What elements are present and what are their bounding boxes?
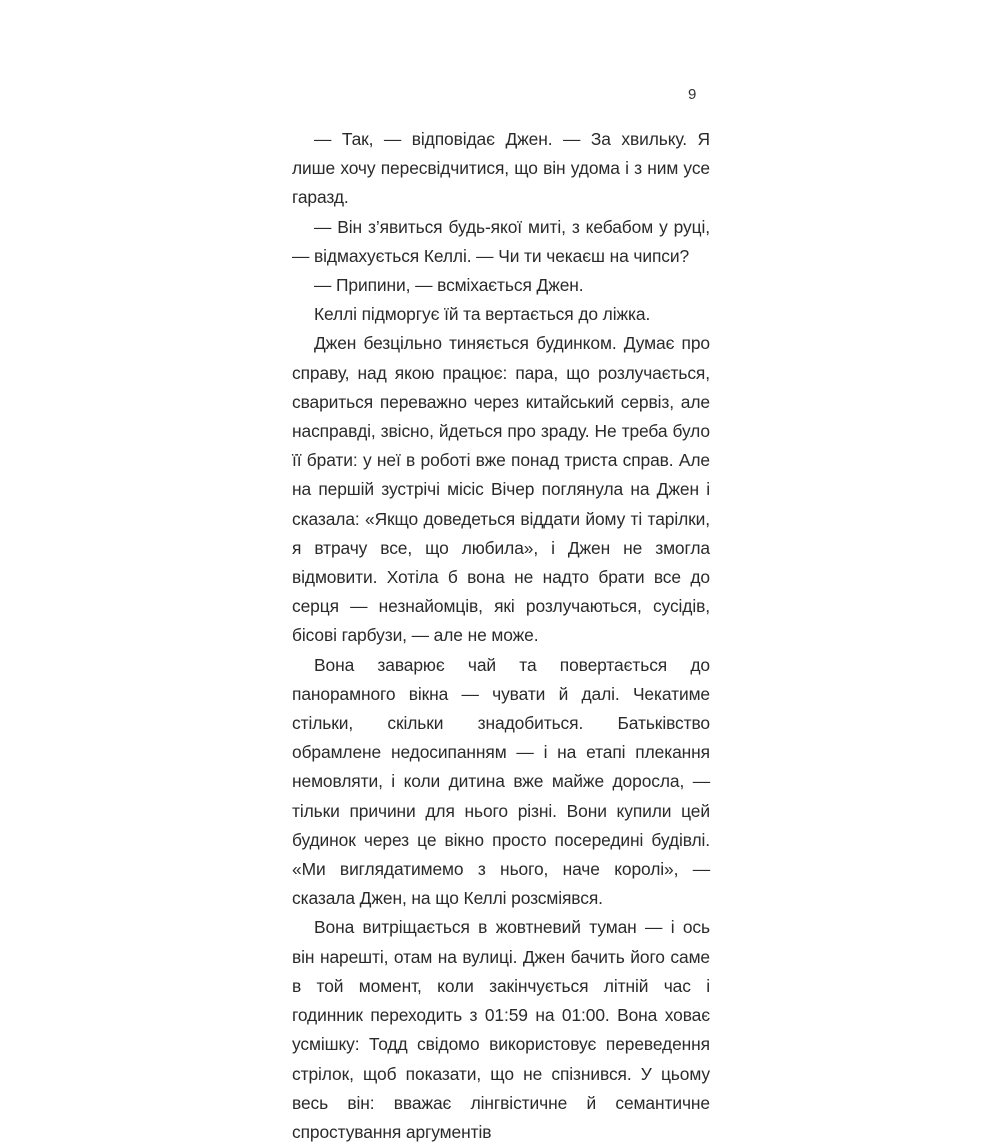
paragraph: Джен безцільно тиняється будинком. Думає про справу, над якою працює: пара, що розлучається, свариться переважно через китайський сервіз, але насправді, звісно, йдеться про зраду. Не треба було її брати: у неї в роботі вже понад триста справ. Але на першій зустрічі місіс Вічер поглянула на Джен і сказала: «Якщо доведеться віддати йому ті тарілки, я втрачу все, що любила», і Джен не змогла відмовити. Хотіла б вона не надто брати все до серця — незнайомців, які розлучаються, сусідів, бісові гарбузи, — але не може.: [292, 333, 710, 646]
body-text: [292, 125, 710, 1147]
paragraph: — Припини, — всміхається Джен.: [314, 275, 584, 296]
paragraph: — Він з’явиться будь-якої миті, з кебабом у руці, — відмахується Келлі. — Чи ти чекаєш на чипси?: [292, 216, 710, 266]
paragraph: Келлі підморгує їй та вертається до ліжка.: [314, 304, 651, 325]
paragraph: Вона витріщається в жовтневий туман — і ось він нарешті, отам на вулиці. Джен бачить його саме в той момент, коли закінчується літній час і годинник переходить з 01:59 на 01:00. Вона ховає усмішку: Тодд свідомо використовує переведення стрілок, щоб показати, що не спізнився. У цьому весь він: вважає лінгвістичне й семантичне спростування аргументів: [292, 917, 710, 1142]
paragraph: Вона заварює чай та повертається до панорамного вікна — чувати й далі. Чекатиме стільки, скільки знадобиться. Батьківство обрамлене недосипанням — і на етапі плекання немовляти, і коли дитина вже майже доросла, — тільки причини для нього різні. Вони купили цей будинок через це вікно просто посередині будівлі. «Ми виглядатимемо з нього, наче королі», — сказала Джен, на що Келлі розсміявся.: [292, 654, 710, 909]
page-number: 9: [688, 86, 697, 103]
paragraph: — Так, — відповідає Джен. — За хвильку. Я лише хочу пересвідчитися, що він удома і з ним усе гаразд.: [292, 129, 710, 208]
